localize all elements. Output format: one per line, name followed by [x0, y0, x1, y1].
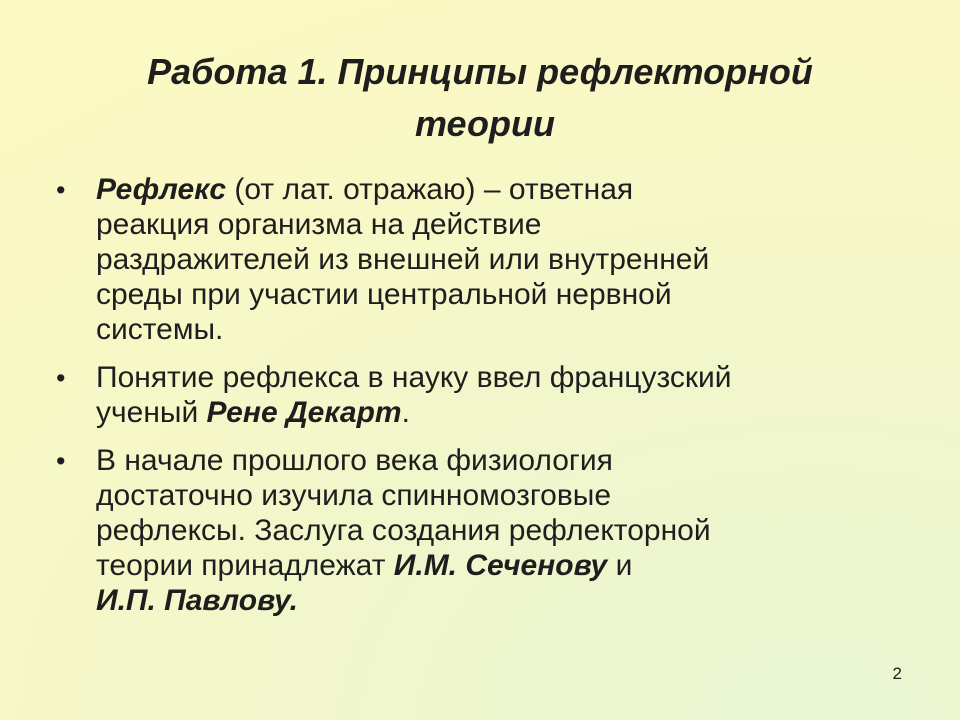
text: раздражителей из внешней или внутренней [96, 243, 710, 276]
text: системы. [96, 313, 224, 346]
bullet-item-sechenov-pavlov [56, 443, 916, 618]
name-pavlov: И.П. Павлову. [96, 584, 298, 617]
term-reflex: Рефлекс [96, 173, 227, 206]
bullet-list [56, 172, 916, 631]
text: ученый [96, 396, 207, 429]
title-line-2: теории [415, 103, 555, 144]
bullet-item-descartes [56, 360, 916, 430]
bullet-item-reflex-definition [56, 172, 916, 347]
text: теории принадлежат [96, 549, 394, 582]
text: Понятие рефлекса в науку ввел французский [96, 361, 732, 394]
bullet-marker: • [56, 446, 66, 476]
text: В начале прошлого века физиология [96, 444, 613, 477]
text: реакция организма на действие [96, 208, 542, 241]
text: достаточно изучила спинномозговые [96, 479, 612, 512]
slide-title [40, 46, 920, 150]
name-descartes: Рене Декарт [206, 396, 402, 429]
title-line-1: Работа 1. Принципы рефлекторной [147, 51, 813, 92]
text: и [607, 549, 633, 582]
text: среды при участии центральной нервной [96, 278, 672, 311]
page-number: 2 [892, 664, 902, 683]
bullet-marker: • [56, 175, 66, 205]
name-sechenov: И.М. Сеченову [393, 549, 608, 582]
bullet-marker: • [56, 363, 66, 393]
text: рефлексы. Заслуга создания рефлекторной [96, 514, 711, 547]
text: (от лат. отражаю) – ответная [226, 173, 634, 206]
text: . [401, 396, 410, 429]
